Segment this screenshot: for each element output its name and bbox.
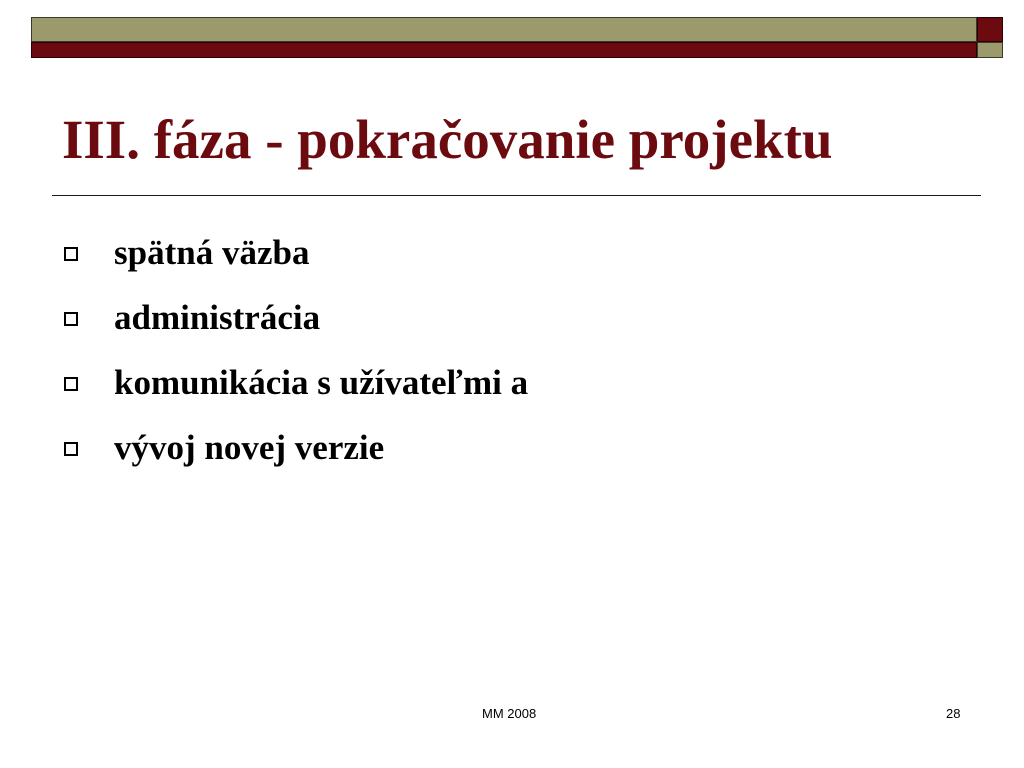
footer-text: MM 2008 [482,706,537,721]
bullet-item [64,415,528,480]
hollow-square-bullet-icon [64,312,78,326]
header-olive-square [977,42,1003,58]
title-divider [52,195,981,196]
bullet-item [64,220,528,285]
hollow-square-bullet-icon [64,247,78,261]
bullet-text: administrácia [114,297,321,337]
slide-title: III. fáza - pokračovanie projektu [62,109,833,170]
hollow-square-bullet-icon [64,377,78,391]
page-number: 28 [946,706,961,721]
header-maroon-bar [31,42,977,58]
bullet-text: vývoj novej verzie [114,427,385,467]
bullet-item [64,350,528,415]
bullet-list [64,220,528,480]
hollow-square-bullet-icon [64,442,78,456]
header-olive-bar [31,17,977,42]
bullet-text: komunikácia s užívateľmi a [114,362,529,402]
header-maroon-square [977,17,1003,42]
bullet-text: spätná väzba [114,232,310,272]
bullet-item [64,285,528,350]
